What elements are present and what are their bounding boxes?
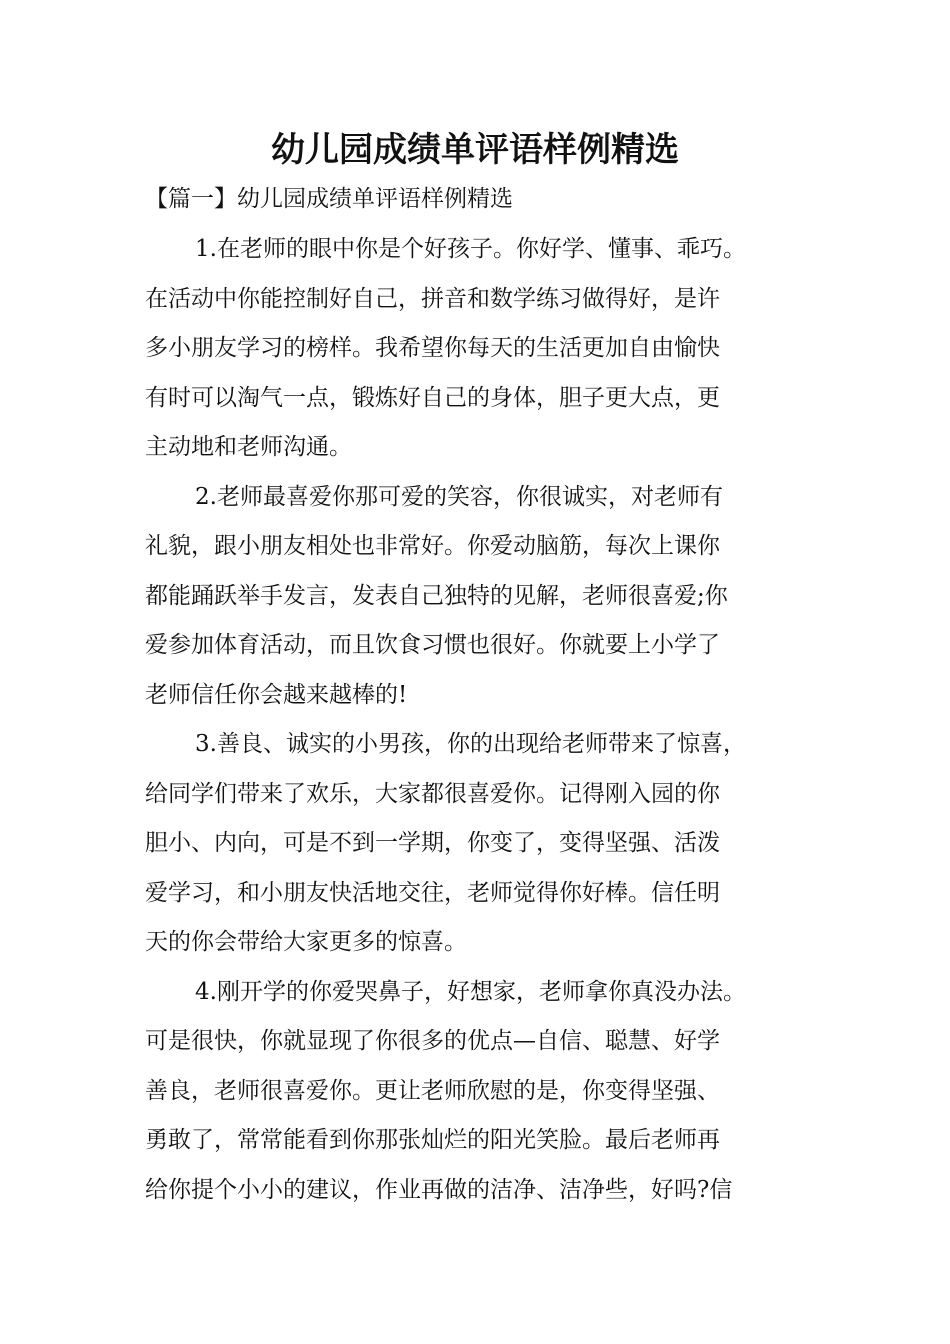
- paragraph-4: [145, 973, 835, 1221]
- paragraph-line: 老师信任你会越来越棒的!: [145, 681, 408, 708]
- paragraph-line: 多小朋友学习的榜样。我希望你每天的生活更加自由愉快: [145, 335, 720, 361]
- paragraph-line: 在活动中你能控制好自己，拼音和数学练习做得好，是许: [145, 285, 720, 312]
- paragraph-line: 3.善良、诚实的小男孩，你的出现给老师带来了惊喜，: [195, 731, 746, 757]
- section-heading: 【篇一】幼儿园成绩单评语样例精选: [145, 186, 513, 212]
- paragraph-line: 1.在老师的眼中你是个好孩子。你好学、懂事、乖巧。: [195, 236, 746, 262]
- paragraph-line: 勇敢了，常常能看到你那张灿烂的阳光笑脸。最后老师再: [145, 1127, 720, 1153]
- paragraph-line: 2.老师最喜爱你那可爱的笑容，你很诚实，对老师有: [195, 483, 723, 510]
- paragraph-line: 主动地和老师沟通。: [145, 434, 352, 460]
- paragraph-3: [145, 725, 835, 973]
- paragraph-line: 爱学习，和小朋友快活地交往，老师觉得你好棒。信任明: [145, 879, 720, 906]
- paragraph-2: [145, 478, 835, 726]
- paragraph-line: 4.刚开学的你爱哭鼻子，好想家，老师拿你真没办法。: [195, 978, 746, 1005]
- paragraph-line: 善良，老师很喜爱你。更让老师欣慰的是，你变得坚强、: [145, 1077, 720, 1104]
- paragraph-line: 都能踊跃举手发言，发表自己独特的见解，老师很喜爱;你: [145, 582, 728, 609]
- paragraph-line: 礼貌，跟小朋友相处也非常好。你爱动脑筋，每次上课你: [145, 533, 720, 559]
- paragraph-line: 给你提个小小的建议，作业再做的洁净、洁净些，好吗?信: [145, 1176, 733, 1203]
- paragraph-line: 天的你会带给大家更多的惊喜。: [145, 929, 467, 955]
- paragraph-line: 给同学们带来了欢乐，大家都很喜爱你。记得刚入园的你: [145, 780, 720, 807]
- paragraph-line: 爱参加体育活动，而且饮食习惯也很好。你就要上小学了: [145, 632, 720, 658]
- document-title: 幼儿园成绩单评语样例精选: [271, 130, 679, 170]
- paragraph-line: 可是很快，你就显现了你很多的优点—自信、聪慧、好学: [145, 1028, 720, 1054]
- paragraph-line: 有时可以淘气一点，锻炼好自己的身体，胆子更大点，更: [145, 384, 720, 411]
- paragraph-line: 胆小、内向，可是不到一学期，你变了，变得坚强、活泼: [145, 830, 720, 856]
- document-body: [145, 230, 835, 1220]
- paragraph-1: [145, 230, 835, 478]
